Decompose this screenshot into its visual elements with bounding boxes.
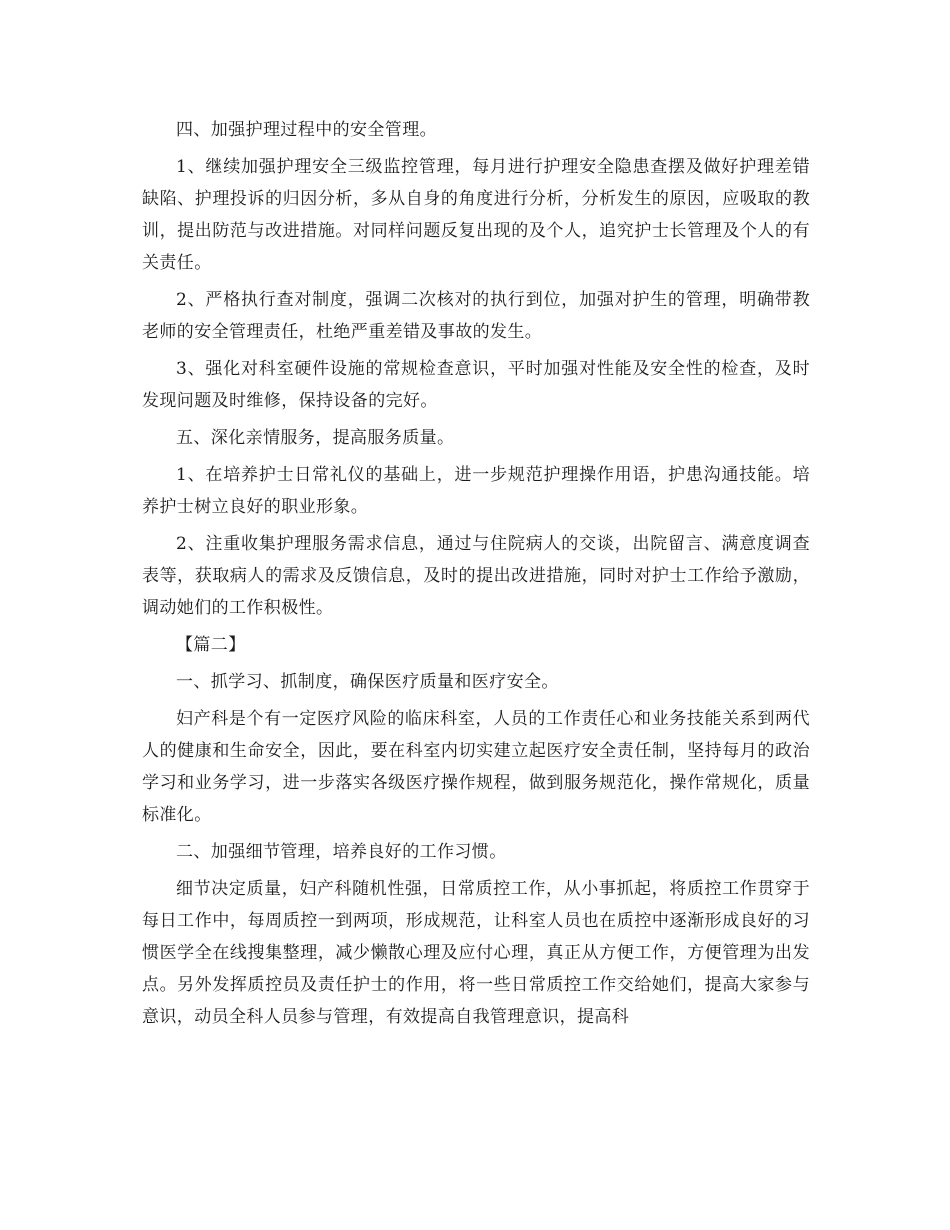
paragraph-safety-monitoring: 1、继续加强护理安全三级监控管理，每月进行护理安全隐患查摆及做好护理差错缺陷、护理投诉的归因分析，多从自身的角度进行分析，分析发生的原因，应吸取的教训，提出防范与改进措施。对同样问题反复出现的及个人，追究护士长管理及个人的有关责任。 — [142, 157, 810, 273]
paragraph-service-feedback: 2、注重收集护理服务需求信息，通过与住院病人的交谈，出院留言、满意度调查表等，获取病人的需求及反馈信息，及时的提出改进措施，同时对护士工作给予激励，调动她们的工作积极性。 — [142, 534, 810, 618]
section-heading-one: 一、抓学习、抓制度，确保医疗质量和医疗安全。 — [176, 672, 559, 692]
paragraph-hardware-inspection: 3、强化对科室硬件设施的常规检查意识，平时加强对性能及安全性的检查，及时发现问题及时维修，保持设备的完好。 — [142, 359, 810, 411]
paragraph-obstetrics-safety: 妇产科是个有一定医疗风险的临床科室，人员的工作责任心和业务技能关系到两代人的健康和生命安全，因此，要在科室内切实建立起医疗安全责任制，坚持每月的政治学习和业务学习，进一步落实各级医疗操作规程，做到服务规范化，操作常规化，质量标准化。 — [142, 709, 810, 825]
section-heading-two: 二、加强细节管理，培养良好的工作习惯。 — [176, 842, 507, 862]
section-heading-four: 四、加强护理过程中的安全管理。 — [176, 120, 437, 140]
paragraph-etiquette: 1、在培养护士日常礼仪的基础上，进一步规范护理操作用语，护患沟通技能。培养护士树立良好的职业形象。 — [142, 465, 810, 517]
part-two-heading: 【篇二】 — [176, 635, 246, 655]
paragraph-check-system: 2、严格执行查对制度，强调二次核对的执行到位，加强对护生的管理，明确带教老师的安全管理责任，杜绝严重差错及事故的发生。 — [142, 290, 810, 342]
section-heading-five: 五、深化亲情服务，提高服务质量。 — [176, 428, 455, 448]
document-body — [142, 114, 810, 1038]
paragraph-detail-management: 细节决定质量，妇产科随机性强，日常质控工作，从小事抓起，将质控工作贯穿于每日工作中，每周质控一到两项，形成规范，让科室人员也在质控中逐渐形成良好的习惯医学全在线搜集整理，减少懒散心理及应付心理，真正从方便工作，方便管理为出发点。另外发挥质控员及责任护士的作用，将一些日常质控工作交给她们，提高大家参与意识，动员全科人员参与管理，有效提高自我管理意识，提高科 — [142, 879, 810, 1027]
